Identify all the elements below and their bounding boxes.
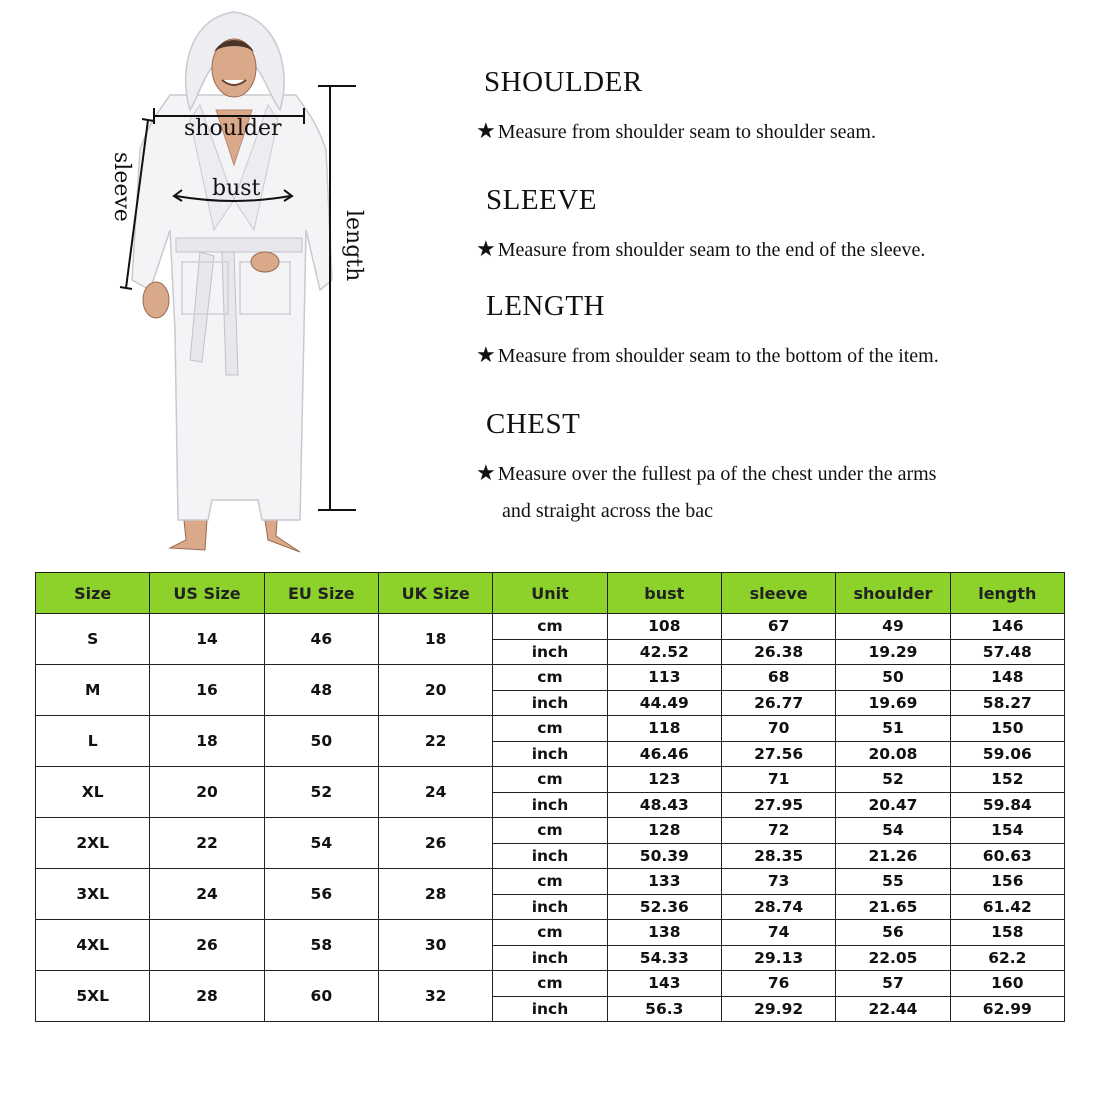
length-cell: 152 [950, 767, 1064, 793]
sleeve-cell: 68 [721, 665, 835, 691]
guide-desc-chest [476, 460, 936, 486]
us-size-cell: 26 [150, 920, 264, 971]
bust-cell: 56.3 [607, 996, 721, 1022]
sleeve-cell: 28.35 [721, 843, 835, 869]
size-cell: 2XL [36, 818, 150, 869]
us-size-cell: 22 [150, 818, 264, 869]
sleeve-cell: 70 [721, 716, 835, 742]
shoulder-cell: 20.47 [836, 792, 950, 818]
bust-label: bust [212, 176, 261, 201]
us-size-cell: 16 [150, 665, 264, 716]
us-size-cell: 14 [150, 614, 264, 665]
sleeve-cell: 26.38 [721, 639, 835, 665]
table-row [36, 920, 1065, 946]
unit-cell: inch [493, 843, 607, 869]
length-cell: 146 [950, 614, 1064, 640]
table-row [36, 818, 1065, 844]
bust-cell: 118 [607, 716, 721, 742]
shoulder-cell: 50 [836, 665, 950, 691]
bust-cell: 48.43 [607, 792, 721, 818]
size-cell: 3XL [36, 869, 150, 920]
size-cell: 5XL [36, 971, 150, 1022]
unit-cell: inch [493, 639, 607, 665]
sleeve-label: sleeve [109, 152, 134, 222]
bust-cell: 46.46 [607, 741, 721, 767]
bust-cell: 50.39 [607, 843, 721, 869]
sleeve-cell: 27.56 [721, 741, 835, 767]
unit-cell: inch [493, 894, 607, 920]
shoulder-cell: 22.44 [836, 996, 950, 1022]
sleeve-cell: 26.77 [721, 690, 835, 716]
unit-cell: cm [493, 920, 607, 946]
length-cell: 61.42 [950, 894, 1064, 920]
bust-cell: 138 [607, 920, 721, 946]
guide-title-chest: CHEST [486, 408, 581, 440]
shoulder-cell: 52 [836, 767, 950, 793]
uk-size-cell: 32 [378, 971, 492, 1022]
unit-cell: inch [493, 690, 607, 716]
eu-size-cell: 54 [264, 818, 378, 869]
unit-cell: inch [493, 741, 607, 767]
uk-size-cell: 26 [378, 818, 492, 869]
uk-size-cell: 30 [378, 920, 492, 971]
length-cell: 58.27 [950, 690, 1064, 716]
bust-cell: 44.49 [607, 690, 721, 716]
sleeve-cell: 76 [721, 971, 835, 997]
length-cell: 62.2 [950, 945, 1064, 971]
unit-cell: cm [493, 971, 607, 997]
bust-cell: 123 [607, 767, 721, 793]
uk-size-cell: 18 [378, 614, 492, 665]
bust-cell: 113 [607, 665, 721, 691]
guide-desc-length [476, 342, 939, 368]
size-cell: M [36, 665, 150, 716]
size-cell: 4XL [36, 920, 150, 971]
length-cell: 59.84 [950, 792, 1064, 818]
guide-desc-sleeve [476, 236, 925, 262]
us-size-cell: 28 [150, 971, 264, 1022]
eu-size-cell: 60 [264, 971, 378, 1022]
eu-size-cell: 46 [264, 614, 378, 665]
size-cell: S [36, 614, 150, 665]
length-cell: 148 [950, 665, 1064, 691]
sleeve-cell: 27.95 [721, 792, 835, 818]
bust-cell: 133 [607, 869, 721, 895]
length-cell: 154 [950, 818, 1064, 844]
bust-cell: 128 [607, 818, 721, 844]
bust-cell: 54.33 [607, 945, 721, 971]
guide-line: Measure from shoulder seam to shoulder seam. [497, 121, 876, 143]
guide-desc-shoulder [476, 118, 876, 144]
table-body [36, 614, 1065, 1022]
us-size-cell: 20 [150, 767, 264, 818]
guide-line: Measure from shoulder seam to the end of the sleeve. [497, 239, 926, 261]
length-cell: 60.63 [950, 843, 1064, 869]
shoulder-cell: 19.29 [836, 639, 950, 665]
unit-cell: inch [493, 792, 607, 818]
length-cell: 156 [950, 869, 1064, 895]
length-label: length [341, 210, 366, 282]
shoulder-cell: 49 [836, 614, 950, 640]
eu-size-cell: 58 [264, 920, 378, 971]
us-size-cell: 24 [150, 869, 264, 920]
unit-cell: cm [493, 665, 607, 691]
shoulder-cell: 22.05 [836, 945, 950, 971]
table-row [36, 614, 1065, 640]
column-header: sleeve [721, 573, 835, 614]
guide-title-shoulder: SHOULDER [484, 66, 643, 98]
size-cell: L [36, 716, 150, 767]
shoulder-cell: 19.69 [836, 690, 950, 716]
star-icon: ★ [476, 118, 496, 143]
eu-size-cell: 48 [264, 665, 378, 716]
sleeve-cell: 29.13 [721, 945, 835, 971]
unit-cell: cm [493, 818, 607, 844]
shoulder-cell: 55 [836, 869, 950, 895]
eu-size-cell: 50 [264, 716, 378, 767]
length-cell: 62.99 [950, 996, 1064, 1022]
uk-size-cell: 22 [378, 716, 492, 767]
shoulder-cell: 56 [836, 920, 950, 946]
shoulder-cell: 54 [836, 818, 950, 844]
shoulder-cell: 21.65 [836, 894, 950, 920]
table-row [36, 716, 1065, 742]
eu-size-cell: 52 [264, 767, 378, 818]
column-header: shoulder [836, 573, 950, 614]
unit-cell: inch [493, 996, 607, 1022]
shoulder-label: shoulder [184, 116, 282, 141]
bust-cell: 52.36 [607, 894, 721, 920]
uk-size-cell: 28 [378, 869, 492, 920]
bust-cell: 108 [607, 614, 721, 640]
shoulder-cell: 57 [836, 971, 950, 997]
table-header-row [36, 573, 1065, 614]
guide-desc-chest-2: and straight across the bac [502, 500, 714, 522]
guide-title-length: LENGTH [486, 290, 605, 322]
bathrobe-illustration [0, 0, 470, 560]
sleeve-cell: 28.74 [721, 894, 835, 920]
column-header: Size [36, 573, 150, 614]
unit-cell: inch [493, 945, 607, 971]
table-row [36, 869, 1065, 895]
length-cell: 160 [950, 971, 1064, 997]
star-icon: ★ [476, 460, 496, 485]
table-row [36, 767, 1065, 793]
length-cell: 158 [950, 920, 1064, 946]
column-header: UK Size [378, 573, 492, 614]
guide-line: Measure over the fullest pa of the chest under the arms [497, 463, 937, 485]
table-row [36, 665, 1065, 691]
uk-size-cell: 24 [378, 767, 492, 818]
length-cell: 57.48 [950, 639, 1064, 665]
shoulder-cell: 21.26 [836, 843, 950, 869]
eu-size-cell: 56 [264, 869, 378, 920]
bust-cell: 42.52 [607, 639, 721, 665]
sleeve-cell: 67 [721, 614, 835, 640]
uk-size-cell: 20 [378, 665, 492, 716]
length-cell: 150 [950, 716, 1064, 742]
column-header: US Size [150, 573, 264, 614]
us-size-cell: 18 [150, 716, 264, 767]
column-header: EU Size [264, 573, 378, 614]
shoulder-cell: 20.08 [836, 741, 950, 767]
star-icon: ★ [476, 236, 496, 261]
unit-cell: cm [493, 767, 607, 793]
column-header: length [950, 573, 1064, 614]
model-figure [0, 0, 470, 560]
bust-cell: 143 [607, 971, 721, 997]
column-header: Unit [493, 573, 607, 614]
star-icon: ★ [476, 342, 496, 367]
sleeve-cell: 72 [721, 818, 835, 844]
guide-line: Measure from shoulder seam to the bottom of the item. [497, 345, 939, 367]
sleeve-cell: 74 [721, 920, 835, 946]
size-cell: XL [36, 767, 150, 818]
unit-cell: cm [493, 716, 607, 742]
unit-cell: cm [493, 869, 607, 895]
table-row [36, 971, 1065, 997]
guide-title-sleeve: SLEEVE [486, 184, 597, 216]
shoulder-cell: 51 [836, 716, 950, 742]
sleeve-cell: 71 [721, 767, 835, 793]
sleeve-cell: 73 [721, 869, 835, 895]
sleeve-cell: 29.92 [721, 996, 835, 1022]
unit-cell: cm [493, 614, 607, 640]
column-header: bust [607, 573, 721, 614]
size-chart-table [35, 572, 1065, 1022]
length-cell: 59.06 [950, 741, 1064, 767]
